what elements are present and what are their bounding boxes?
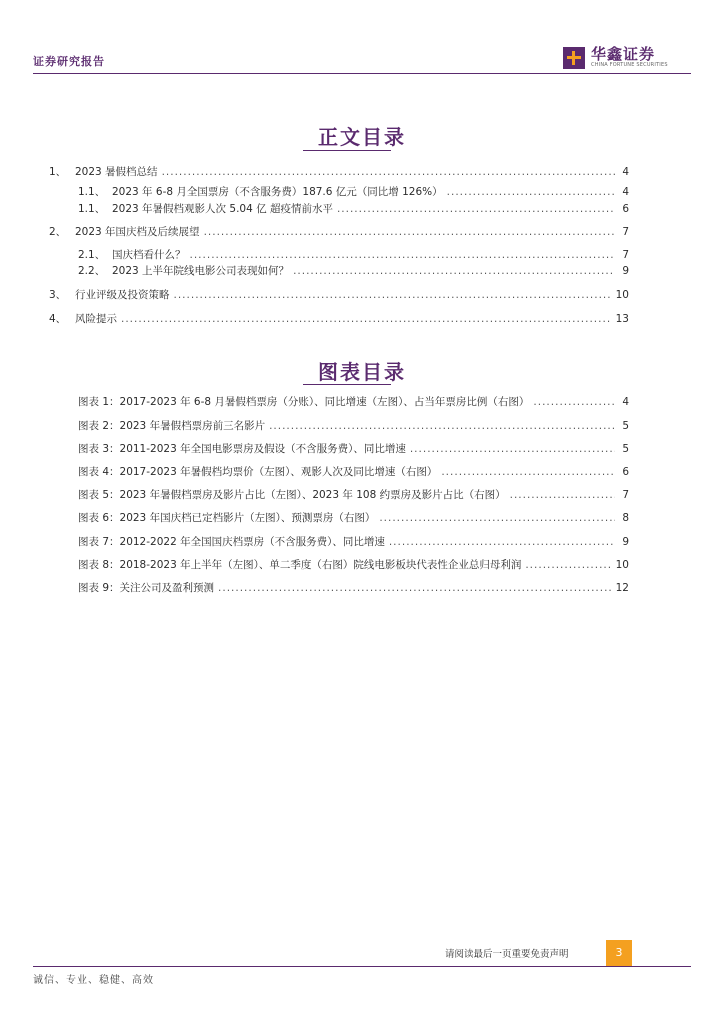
- figure-entry[interactable]: [78, 580, 629, 595]
- toc-entry[interactable]: [49, 224, 629, 239]
- figure-entry-page: 8: [622, 512, 629, 524]
- toc-entry-text: 2023 暑假档总结: [75, 166, 158, 178]
- figure-entry-text: 图表 8：2018-2023 年上半年（左图）、单二季度（右图）院线电影板块代表性企业总归母利润: [78, 559, 522, 571]
- figures-title: 图表目录: [318, 360, 406, 384]
- toc-entry-text: 2023 年暑假档观影人次 5.04 亿 超疫情前水平: [112, 203, 333, 215]
- toc-entry-text: 2023 年国庆档及后续展望: [75, 226, 200, 238]
- toc-title: 正文目录: [318, 125, 406, 149]
- toc-entry-page: 6: [622, 203, 629, 215]
- toc-entry-number: 1、: [49, 166, 67, 178]
- figure-entry-text: 图表 2：2023 年暑假档票房前三名影片: [78, 420, 266, 432]
- footer-divider: [33, 966, 691, 967]
- logo-name-en: CHINA FORTUNE SECURITIES: [591, 62, 668, 68]
- toc-entry-text: 国庆档看什么？: [112, 249, 186, 261]
- logo-mark-icon: [563, 47, 585, 69]
- toc-leader-dots: [162, 166, 615, 178]
- figure-entry-page: 12: [615, 582, 629, 594]
- toc-leader-dots: [441, 466, 615, 478]
- toc-entry-number: 4、: [49, 313, 67, 325]
- toc-leader-dots: [525, 559, 611, 571]
- figure-entry-page: 7: [622, 489, 629, 501]
- toc-leader-dots: [293, 265, 615, 277]
- toc-entry-number: 2.1、: [78, 249, 106, 261]
- logo-name-cn: 华鑫证券: [591, 45, 656, 63]
- toc-leader-dots: [174, 289, 612, 301]
- figure-entry[interactable]: [78, 464, 629, 479]
- toc-entry-page: 7: [622, 249, 629, 261]
- toc-entry-number: 1.1、: [78, 186, 106, 198]
- company-motto: 诚信、专业、稳健、高效: [33, 975, 154, 986]
- figure-entry-page: 5: [622, 420, 629, 432]
- toc-leader-dots: [510, 489, 615, 501]
- toc-entry[interactable]: [78, 263, 629, 278]
- toc-entry[interactable]: [49, 311, 629, 326]
- toc-title-rule: [303, 150, 391, 151]
- company-logo: [563, 46, 668, 69]
- figure-entry-text: 图表 5：2023 年暑假档票房及影片占比（左图）、2023 年 108 约票房及影片占比（右图）: [78, 489, 506, 501]
- toc-entry-number: 3、: [49, 289, 67, 301]
- toc-entry[interactable]: [78, 184, 629, 199]
- figure-entry-page: 6: [622, 466, 629, 478]
- figure-entry-page: 5: [622, 443, 629, 455]
- toc-entry-page: 7: [622, 226, 629, 238]
- toc-entry-number: 2.2、: [78, 265, 106, 277]
- figure-entry-text: 图表 3：2011-2023 年全国电影票房及假设（不含服务费）、同比增速: [78, 443, 406, 455]
- toc-leader-dots: [447, 186, 615, 198]
- toc-leader-dots: [269, 420, 615, 432]
- figure-entry-text: 图表 4：2017-2023 年暑假档均票价（左图）、观影人次及同比增速（右图）: [78, 466, 438, 478]
- toc-leader-dots: [121, 313, 612, 325]
- figure-entry[interactable]: [78, 394, 629, 409]
- toc-entry-page: 9: [622, 265, 629, 277]
- figure-entry[interactable]: [78, 418, 629, 433]
- toc-entry-number: 1.1、: [78, 203, 106, 215]
- figure-entry[interactable]: [78, 510, 629, 525]
- toc-leader-dots: [218, 582, 612, 594]
- toc-entry-text: 行业评级及投资策略: [75, 289, 170, 301]
- toc-entry-number: 2、: [49, 226, 67, 238]
- toc-leader-dots: [337, 203, 615, 215]
- toc-leader-dots: [389, 536, 615, 548]
- figure-entry-text: 图表 7：2012-2022 年全国国庆档票房（不含服务费）、同比增速: [78, 536, 385, 548]
- disclaimer-notice: 请阅读最后一页重要免责声明: [445, 949, 569, 960]
- toc-leader-dots: [190, 249, 616, 261]
- figure-entry[interactable]: [78, 534, 629, 549]
- toc-entry-text: 2023 上半年院线电影公司表现如何？: [112, 265, 290, 277]
- toc-entry-page: 10: [615, 289, 629, 301]
- header-divider: [33, 73, 691, 74]
- toc-leader-dots: [204, 226, 615, 238]
- toc-entry[interactable]: [78, 201, 629, 216]
- figure-entry-text: 图表 6：2023 年国庆档已定档影片（左图）、预测票房（右图）: [78, 512, 376, 524]
- figure-entry[interactable]: [78, 441, 629, 456]
- toc-leader-dots: [379, 512, 615, 524]
- toc-entry-page: 4: [622, 186, 629, 198]
- page-number-badge: 3: [606, 940, 632, 966]
- toc-entry-text: 风险提示: [75, 313, 117, 325]
- figure-entry-page: 9: [622, 536, 629, 548]
- figure-entry-page: 10: [615, 559, 629, 571]
- toc-leader-dots: [410, 443, 615, 455]
- figure-entry[interactable]: [78, 487, 629, 502]
- toc-entry[interactable]: [78, 247, 629, 262]
- figure-entry-page: 4: [622, 396, 629, 408]
- figures-title-rule: [303, 384, 391, 385]
- toc-leader-dots: [533, 396, 615, 408]
- figure-entry-text: 图表 1：2017-2023 年 6-8 月暑假档票房（分账）、同比增速（左图）、占当年票房比例（右图）: [78, 396, 530, 408]
- toc-entry-page: 13: [615, 313, 629, 325]
- figure-entry-text: 图表 9：关注公司及盈利预测: [78, 582, 215, 594]
- toc-entry[interactable]: [49, 164, 629, 179]
- report-type-label: 证券研究报告: [33, 55, 105, 68]
- toc-entry-text: 2023 年 6-8 月全国票房（不含服务费）187.6 亿元（同比增 126%）: [112, 186, 443, 198]
- toc-entry-page: 4: [622, 166, 629, 178]
- figure-entry[interactable]: [78, 557, 629, 572]
- toc-entry[interactable]: [49, 287, 629, 302]
